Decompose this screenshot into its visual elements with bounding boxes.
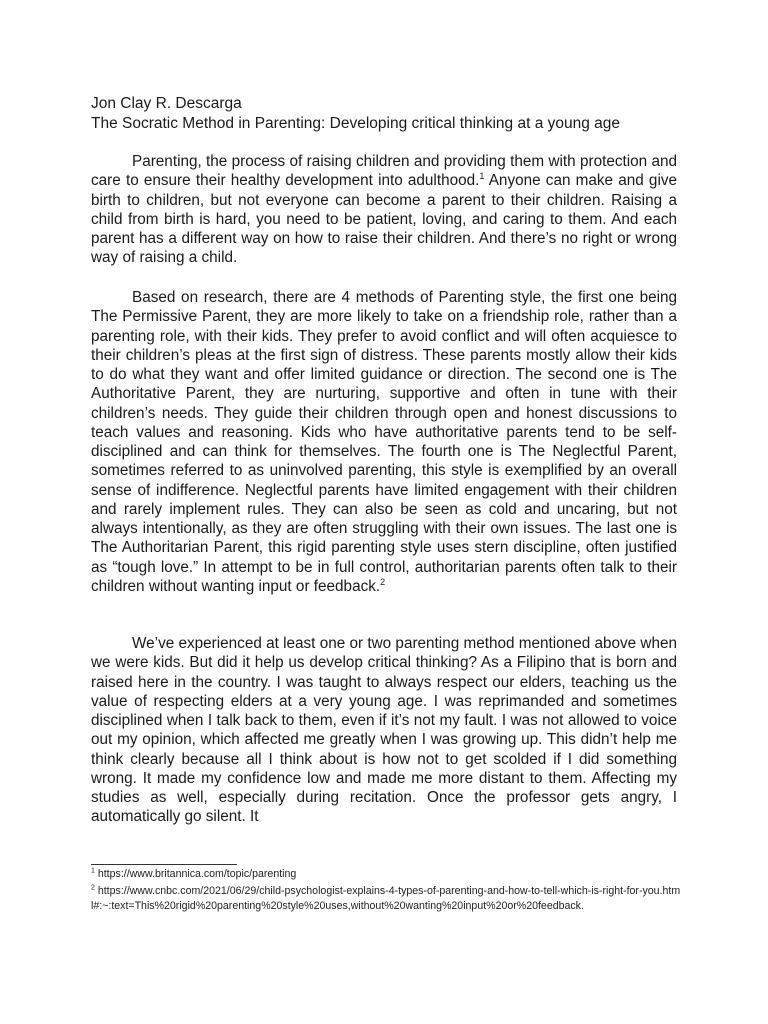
paragraph-1 xyxy=(91,152,677,268)
footnote-ref-2: 2 xyxy=(380,576,386,587)
footnote-separator xyxy=(91,864,237,865)
footnote-2-number: 2 xyxy=(91,884,95,892)
footnote-2-url: https://www.cnbc.com/2021/06/29/child-psychologist-explains-4-types-of-parenting-and-how-to-tell-which-is-right-for-you.html#:~:text=This%20rigid%20parenting%20style%20uses,without%20wanting%20input%20or%20feedback. xyxy=(91,885,681,912)
paragraph-3-text: We’ve experienced at least one or two parenting method mentioned above when we were kids. But did it help us develop critical thinking? As a Filipino that is born and raised here in the country. I was taught to always respect our elders, teaching us the value of respecting elders at a very young age. I was reprimanded and sometimes disciplined when I talk back to them, even if it’s not my fault. I was not allowed to voice out my opinion, which affected me greatly when I was growing up. This didn’t help me think clearly because all I think about is how not to get scolded if I did something wrong. It made my confidence low and made me more distant to them. Affecting my studies as well, especially during recitation. Once the professor gets angry, I automatically go silent. It xyxy=(91,635,677,826)
footnote-1-number: 1 xyxy=(91,867,95,875)
footnote-1 xyxy=(91,867,681,882)
footnote-2 xyxy=(91,884,681,914)
paragraph-2 xyxy=(91,288,677,596)
paragraph-2-text: Based on research, there are 4 methods of Parenting style, the first one being The Permissive Parent, they are more likely to take on a friendship role, rather than a parenting role, with their kids. They prefer to avoid conflict and will often acquiesce to their children’s pleas at the first sign of distress. These parents mostly allow their kids to do what they want and offer limited guidance or direction. The second one is The Authoritative Parent, they are nurturing, supportive and often in tune with their children’s needs. They guide their children through open and honest discussions to teach values and reasoning. Kids who have authoritative parents tend to be self-disciplined and can think for themselves. The fourth one is The Neglectful Parent, sometimes referred to as uninvolved parenting, this style is exemplified by an overall sense of indifference. Neglectful parents have limited engagement with their children and rarely implement rules. They can also be seen as cold and uncaring, but not always intentionally, as they are often struggling with their own issues. The last one is The Authoritarian Parent, this rigid parenting style uses stern discipline, often justified as “tough love.” In attempt to be in full control, authoritarian parents often talk to their children without wanting input or feedback. xyxy=(91,289,677,595)
footnote-1-url: https://www.britannica.com/topic/parenting xyxy=(94,868,297,880)
paragraph-3 xyxy=(91,634,677,827)
essay-title: The Socratic Method in Parenting: Developing critical thinking at a young age xyxy=(91,115,621,132)
author-name: Jon Clay R. Descarga xyxy=(91,95,242,112)
paragraph-1-text: Parenting, the process of raising children and providing them with protection and care to ensure their healthy development into adulthood. xyxy=(91,153,677,190)
paragraph-1-text-continued: Anyone can make and give birth to children, but not everyone can become a parent to their children. Raising a child from birth is hard, you need to be patient, loving, and caring to them. And each parent has a different way on how to raise their children. And there’s no right or wrong way of raising a child. xyxy=(91,172,677,267)
footnote-ref-1: 1 xyxy=(479,171,485,182)
